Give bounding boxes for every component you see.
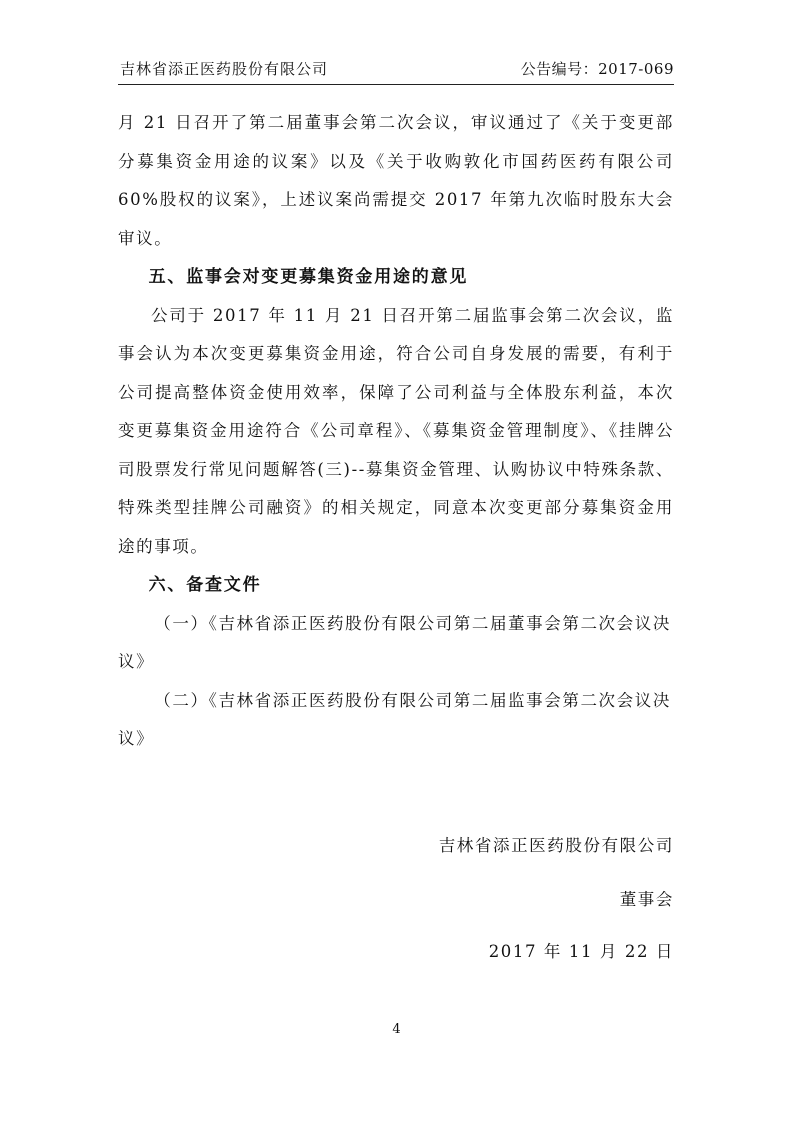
header-divider	[118, 84, 674, 85]
document-body	[118, 104, 674, 759]
reference-item-board-resolution: （一）《吉林省添正医药股份有限公司第二届董事会第二次会议决议》	[118, 613, 671, 671]
signature-board: 董事会	[619, 890, 674, 909]
paragraph-supervisory-opinion: 公司于 2017 年 11 月 21 日召开第二届监事会第二次会议，监事会认为本次变更募集资金用途，符合公司自身发展的需要，有利于公司提高整体资金使用效率，保障了公司利益与全体股东利益，本次变更募集资金用途符合《公司章程》、《募集资金管理制度》、《挂牌公司股票发行常见问题解答(三)--募集资金管理、认购协议中特殊条款、特殊类型挂牌公司融资》的相关规定，同意本次变更部分募集资金用途的事项。	[118, 305, 674, 556]
paragraph-board-resolution: 月 21 日召开了第二届董事会第二次会议，审议通过了《关于变更部分募集资金用途的议案》以及《关于收购敦化市国药医药有限公司 60%股权的议案》，上述议案尚需提交 2017 年第九次临时股东大会审议。	[118, 113, 674, 248]
section-heading-supervisory-opinion: 五、监事会对变更募集资金用途的意见	[148, 267, 469, 287]
section-heading-reference-documents: 六、备查文件	[148, 575, 262, 595]
signature-company: 吉林省添正医药股份有限公司	[438, 836, 674, 855]
page-header	[118, 56, 674, 80]
header-company-name: 吉林省添正医药股份有限公司	[120, 60, 329, 78]
header-notice-number: 公告编号：2017-069	[520, 60, 674, 78]
page-number: 4	[392, 1022, 401, 1037]
signature-date: 2017 年 11 月 22 日	[488, 942, 674, 961]
reference-item-supervisory-resolution: （二）《吉林省添正医药股份有限公司第二届监事会第二次会议决议》	[118, 690, 671, 748]
